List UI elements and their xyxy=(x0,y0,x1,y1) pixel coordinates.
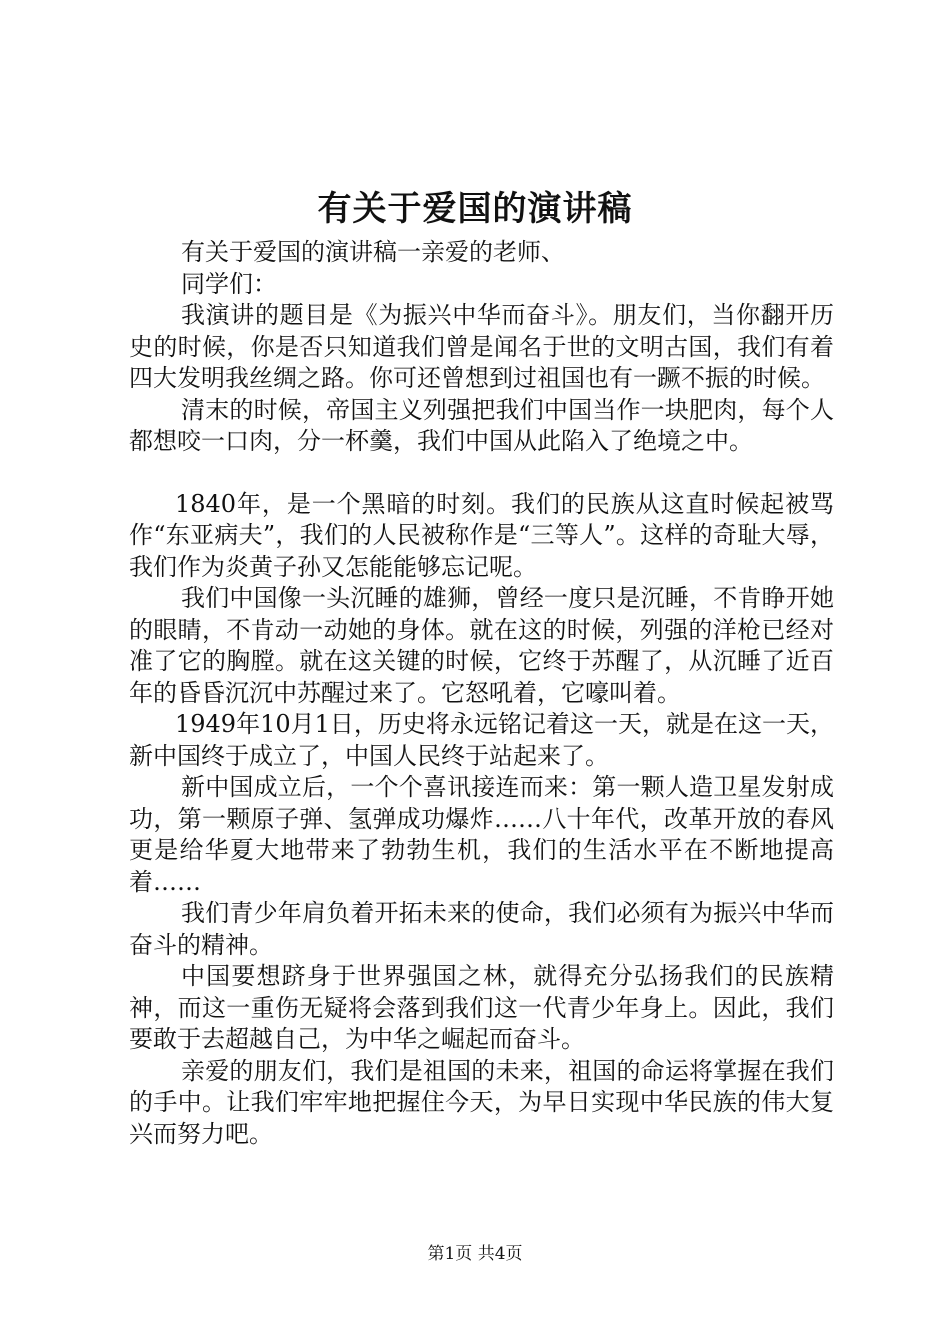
paragraph-4: 清末的时候，帝国主义列强把我们中国当作一块肥肉，每个人都想咬一口肉，分一杯羹，我们中国从此陷入了绝境之中。 xyxy=(129,395,834,455)
paragraph-10: 中国要想跻身于世界强国之林，就得充分弘扬我们的民族精神，而这一重伤无疑将会落到我们这一代青少年身上。因此，我们要敢于去超越自己，为中华之崛起而奋斗。 xyxy=(129,962,834,1053)
paragraph-1: 有关于爱国的演讲稿一亲爱的老师、 xyxy=(181,238,565,266)
paragraph-5: 1840年，是一个黑暗的时刻。我们的民族从这直时候起被骂作“东亚病夫”，我们的人民被称作是“三等人”。这样的奇耻大辱，我们作为炎黄子孙又怎能能够忘记呢。 xyxy=(129,489,834,581)
paragraph-9: 我们青少年肩负着开拓未来的使命，我们必须有为振兴中华而奋斗的精神。 xyxy=(129,899,834,959)
paragraph-2: 同学们： xyxy=(181,269,277,298)
paragraph-3: 我演讲的题目是《为振兴中华而奋斗》。朋友们，当你翻开历史的时候，你是否只知道我们曾是闻名于世的文明古国，我们有着四大发明我丝绸之路。你可还曾想到过祖国也有一蹶不振的时候。 xyxy=(129,301,834,392)
paragraph-11: 亲爱的朋友们，我们是祖国的未来，祖国的命运将掌握在我们的手中。让我们牢牢地把握住今天，为早日实现中华民族的伟大复兴而努力吧。 xyxy=(129,1056,834,1148)
document-body xyxy=(129,237,834,1150)
paragraph-8: 新中国成立后，一个个喜讯接连而来：第一颗人造卫星发射成功，第一颗原子弹、氢弹成功爆炸……八十年代，改革开放的春风更是给华夏大地带来了勃勃生机，我们的生活水平在不断地提高着…… xyxy=(129,773,834,896)
paragraph-6: 我们中国像一头沉睡的雄狮，曾经一度只是沉睡，不肯睁开她的眼睛，不肯动一动她的身体。就在这的时候，列强的洋枪已经对准了它的胸膛。就在这关键的时候，它终于苏醒了，从沉睡了近百年的昏昏沉沉中苏醒过来了。它怒吼着，它嚎叫着。 xyxy=(129,584,834,707)
paragraph-7: 1949年10月1日，历史将永远铭记着这一天，就是在这一天，新中国终于成立了，中国人民终于站起来了。 xyxy=(129,710,834,770)
document-title: 有关于爱国的演讲稿 xyxy=(317,189,633,229)
page-footer: 第1页 共4页 xyxy=(427,1244,523,1264)
